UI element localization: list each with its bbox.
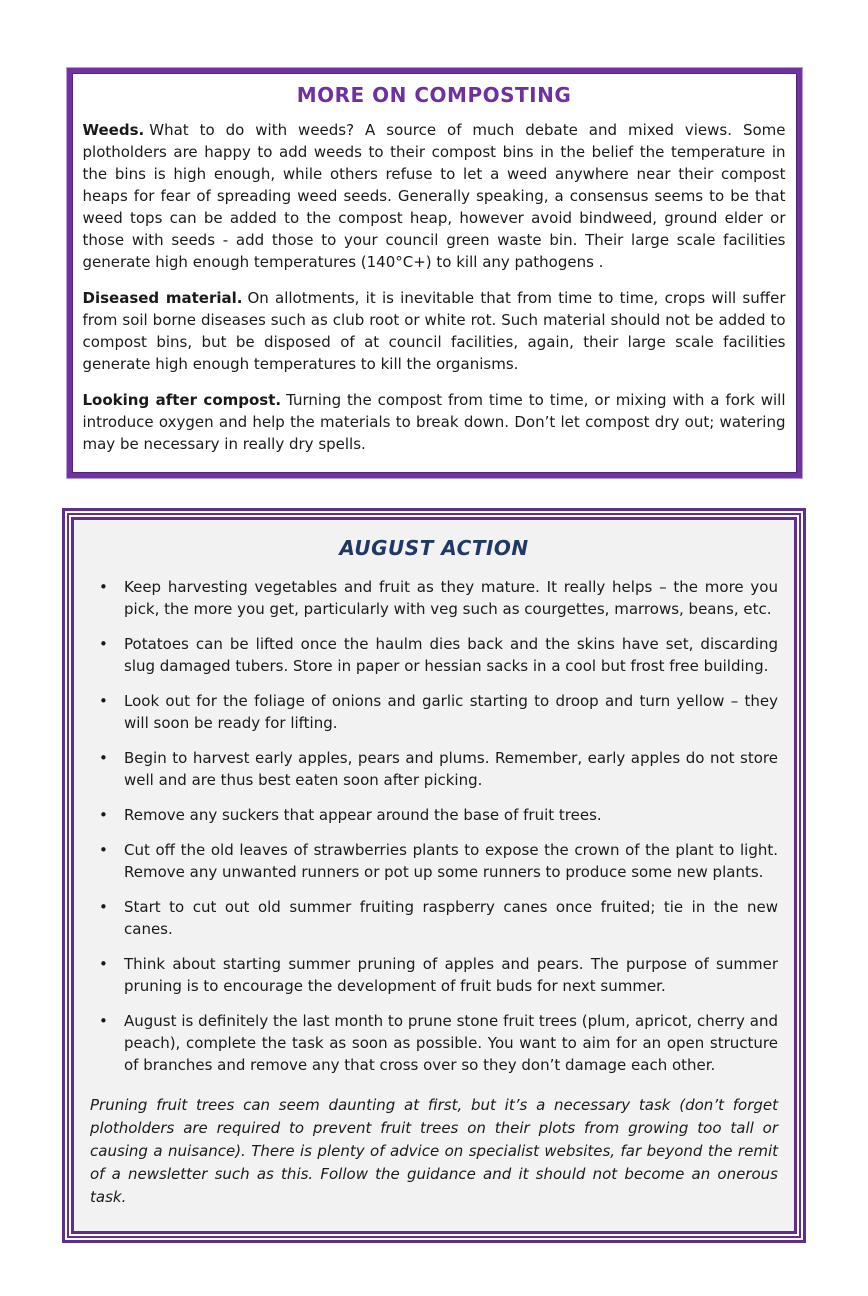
composting-section bbox=[67, 68, 802, 478]
bullet-item: • Cut off the old leaves of strawberries plants to expose the crown of the plant to light. Remove any unwanted runners or pot up some runners to produce some new plants. bbox=[90, 839, 778, 883]
bullet-item: • Start to cut out old summer fruiting raspberry canes once fruited; tie in the new canes. bbox=[90, 896, 778, 940]
august-action-content bbox=[71, 517, 797, 1234]
august-action-list bbox=[90, 576, 778, 1076]
paragraph-lead: Looking after compost. bbox=[82, 391, 282, 409]
paragraph bbox=[83, 119, 786, 273]
bullet-item: • August is definitely the last month to prune stone fruit trees (plum, apricot, cherry and peach), complete the task as soon as possible. You want to aim for an open structure of branches and remove any that cross over so they don’t damage each other. bbox=[90, 1010, 778, 1076]
bullet-item: • Think about starting summer pruning of apples and pears. The purpose of summer pruning is to encourage the development of fruit buds for next summer. bbox=[90, 953, 778, 997]
paragraph bbox=[83, 287, 786, 375]
paragraph-text: What to do with weeds? A source of much debate and mixed views. Some plotholders are happy to add weeds to their compost bins in the belief the temperature in the bins is high enough, while others refuse to let a weed anywhere near their compost heaps for fear of spreading weed seeds. Generally speaking, a consensus seems to be that weed tops can be added to the compost heap, however avoid bindweed, ground elder or those with seeds - add those to your council green waste bin. Their large scale facilities generate high enough temperatures (140°C+) to kill any pathogens . bbox=[82, 121, 786, 271]
composting-title: MORE ON COMPOSTING bbox=[296, 83, 572, 107]
closing-paragraph: Pruning fruit trees can seem daunting at first, but it’s a necessary task (don’t forget plotholders are required to prevent fruit trees on their plots from growing too tall or causing a nuisance). There is plenty of advice on specialist websites, far beyond the remit of a newsletter such as this. Follow the guidance and it should not become an onerous task. bbox=[90, 1096, 778, 1206]
bullet-item: • Look out for the foliage of onions and garlic starting to droop and turn yellow – they will soon be ready for lifting. bbox=[90, 690, 778, 734]
paragraph bbox=[83, 389, 786, 455]
paragraph-lead: Diseased material. bbox=[82, 289, 243, 307]
august-action-section bbox=[62, 508, 806, 1243]
paragraph-text: On allotments, it is inevitable that from time to time, crops will suffer from soil borne diseases such as club root or white rot. Such material should not be added to compost bins, but be disposed of at council facilities, again, their large scale facilities generate high enough temperatures to kill the organisms. bbox=[82, 289, 786, 373]
composting-paragraphs bbox=[83, 119, 786, 455]
bullet-item: • Keep harvesting vegetables and fruit as they mature. It really helps – the more you pick, the more you get, particularly with veg such as courgettes, marrows, beans, etc. bbox=[90, 576, 778, 620]
bullet-item: • Remove any suckers that appear around the base of fruit trees. bbox=[90, 804, 778, 826]
bullet-item: • Begin to harvest early apples, pears and plums. Remember, early apples do not store well and are thus best eaten soon after picking. bbox=[90, 747, 778, 791]
august-action-title: AUGUST ACTION bbox=[339, 536, 529, 560]
paragraph-text: Turning the compost from time to time, or mixing with a fork will introduce oxygen and help the materials to break down. Don’t let compost dry out; watering may be necessary in really dry spells. bbox=[82, 391, 786, 453]
paragraph-lead: Weeds. bbox=[82, 121, 145, 139]
bullet-item: • Potatoes can be lifted once the haulm dies back and the skins have set, discarding slug damaged tubers. Store in paper or hessian sacks in a cool but frost free building. bbox=[90, 633, 778, 677]
august-action-border bbox=[67, 513, 801, 1238]
